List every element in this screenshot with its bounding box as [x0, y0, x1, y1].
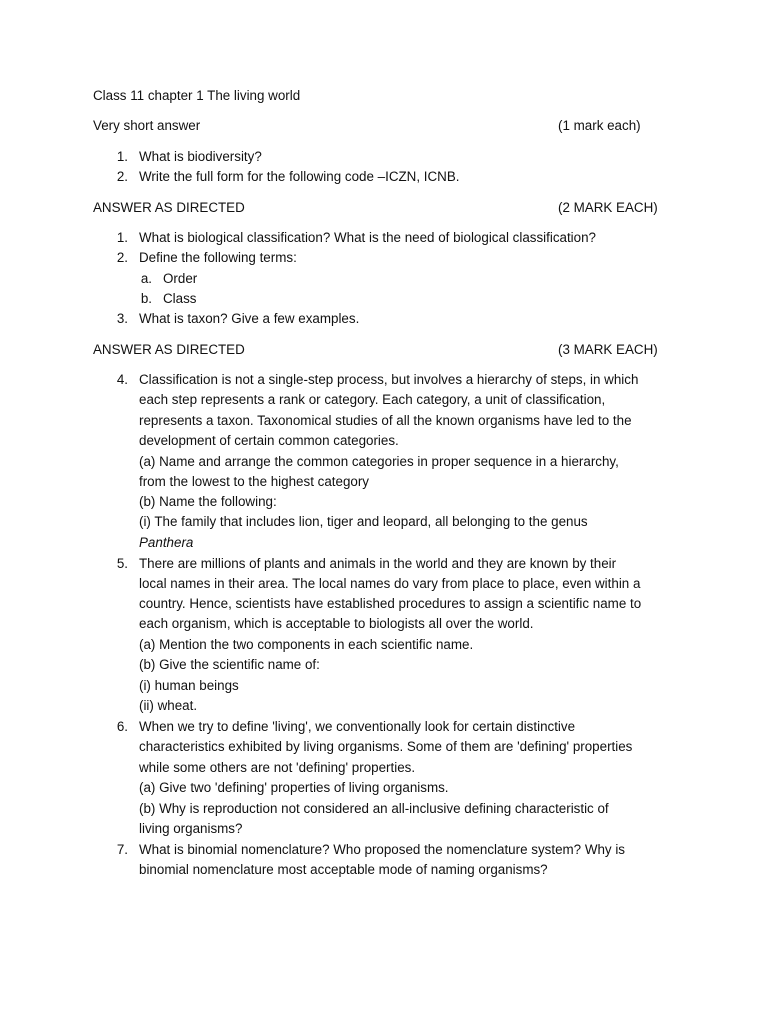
- question-line: represents a taxon. Taxonomical studies of all the known organisms have led to the: [139, 413, 632, 428]
- question-line: (a) Mention the two components in each scientific name.: [139, 637, 474, 652]
- question-line: (i) The family that includes lion, tiger and leopard, all belonging to the genus: [139, 514, 588, 529]
- question-line: characteristics exhibited by living organisms. Some of them are 'defining' properties: [139, 739, 633, 754]
- question-text: Define the following terms:: [139, 250, 297, 265]
- question-line: local names in their area. The local names do vary from place to place, even within a: [139, 576, 641, 591]
- question-text: What is taxon? Give a few examples.: [139, 311, 360, 326]
- section-marks: (1 mark each): [558, 118, 641, 133]
- question-line: living organisms?: [139, 821, 243, 836]
- question-number: 5.: [116, 556, 128, 571]
- question-line: (a) Give two 'defining' properties of living organisms.: [139, 780, 449, 795]
- question-line: each organism, which is acceptable to biologists all over the world.: [139, 616, 534, 631]
- question-number: 2.: [116, 250, 128, 265]
- question-line: while some others are not 'defining' properties.: [139, 760, 416, 775]
- question-line: binomial nomenclature most acceptable mode of naming organisms?: [139, 862, 548, 877]
- question-text: What is biological classification? What is the need of biological classification?: [139, 230, 597, 245]
- question-line: from the lowest to the highest category: [139, 474, 369, 489]
- question-line: When we try to define 'living', we conventionally look for certain distinctive: [139, 719, 576, 734]
- section-marks: (3 MARK EACH): [558, 342, 658, 357]
- question-text: Write the full form for the following code –ICZN, ICNB.: [139, 169, 460, 184]
- sub-item-text: Class: [163, 291, 197, 306]
- sub-item-label: b.: [140, 291, 152, 306]
- question-number: 3.: [116, 311, 128, 326]
- question-line: each step represents a rank or category. Each category, a unit of classification,: [139, 392, 606, 407]
- section-heading: ANSWER AS DIRECTED: [93, 342, 245, 357]
- question-number: 1.: [116, 149, 128, 164]
- sub-item-text: Order: [163, 271, 198, 286]
- question-number: 2.: [116, 169, 128, 184]
- question-number: 6.: [116, 719, 128, 734]
- question-line: (b) Why is reproduction not considered an all-inclusive defining characteristic of: [139, 801, 609, 816]
- section-marks: (2 MARK EACH): [558, 200, 658, 215]
- question-line: There are millions of plants and animals in the world and they are known by their: [139, 556, 617, 571]
- question-line: (b) Give the scientific name of:: [139, 657, 320, 672]
- question-line: (ii) wheat.: [139, 698, 198, 713]
- question-line: (a) Name and arrange the common categories in proper sequence in a hierarchy,: [139, 454, 619, 469]
- question-line: (b) Name the following:: [139, 494, 277, 509]
- question-number: 4.: [116, 372, 128, 387]
- sub-item-label: a.: [140, 271, 152, 286]
- question-line: What is binomial nomenclature? Who proposed the nomenclature system? Why is: [139, 842, 626, 857]
- question-line: country. Hence, scientists have established procedures to assign a scientific name to: [139, 596, 642, 611]
- question-number: 1.: [116, 230, 128, 245]
- question-number: 7.: [116, 842, 128, 857]
- section-heading: ANSWER AS DIRECTED: [93, 200, 245, 215]
- question-line: (i) human beings: [139, 678, 239, 693]
- section-heading: Very short answer: [93, 118, 201, 133]
- question-line: Classification is not a single-step process, but involves a hierarchy of steps, in which: [139, 372, 639, 387]
- genus-name: Panthera: [139, 535, 194, 550]
- question-text: What is biodiversity?: [139, 149, 262, 164]
- document-title: Class 11 chapter 1 The living world: [93, 88, 301, 103]
- question-line: development of certain common categories.: [139, 433, 399, 448]
